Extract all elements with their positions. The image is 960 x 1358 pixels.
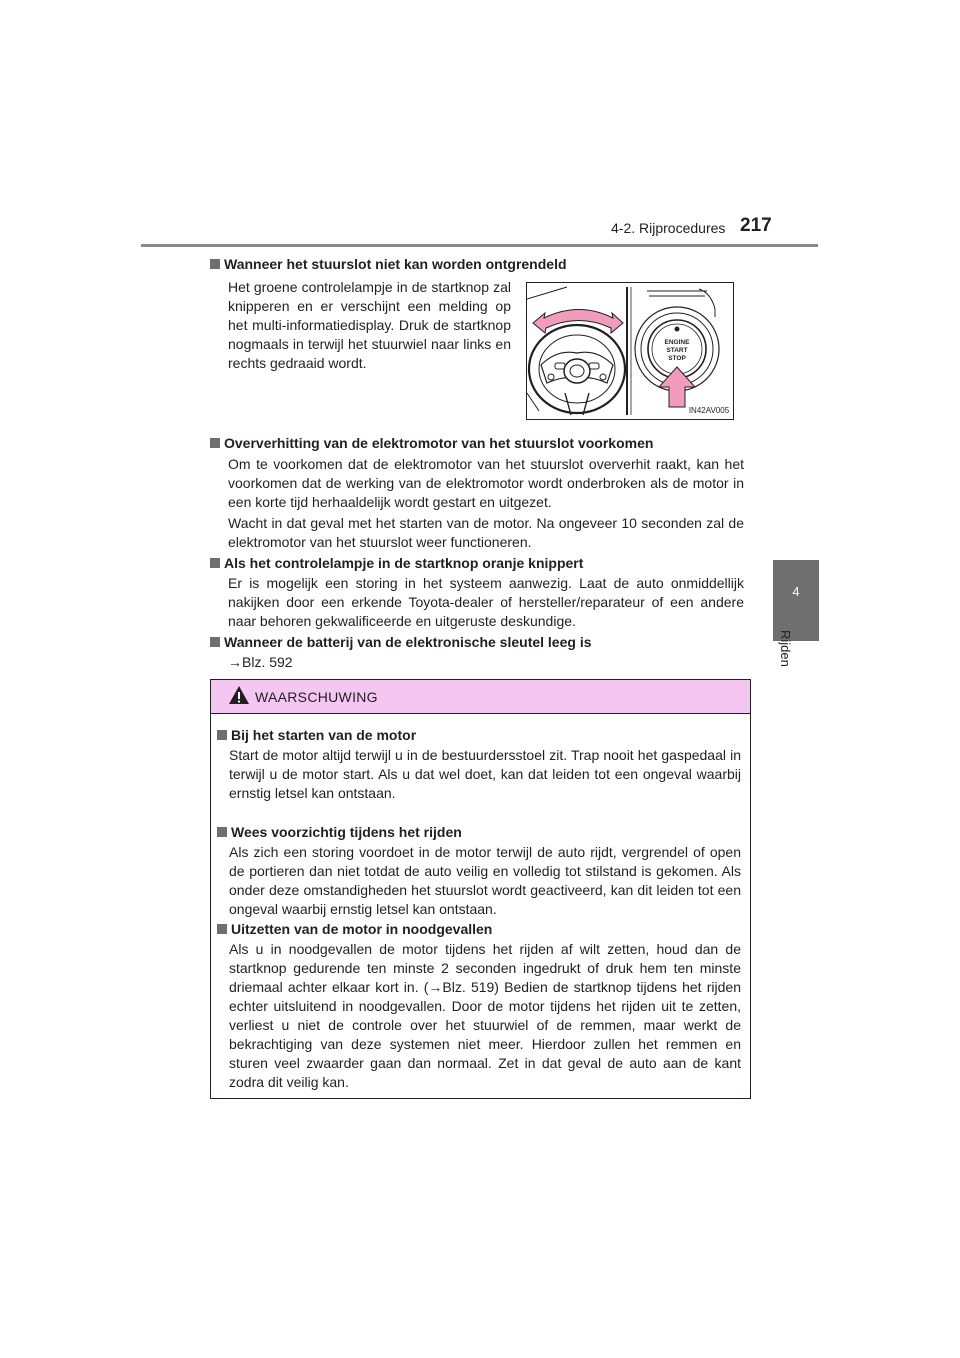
square-bullet-icon [210,558,220,568]
warning-item-heading: Wees voorzichtig tijdens het rijden [217,823,462,841]
square-bullet-icon [217,827,227,837]
section-heading: Als het controlelampje in de startknop oranje knippert [210,554,583,572]
warning-item-heading: Bij het starten van de motor [217,726,416,744]
chapter-number: 4 [792,584,800,599]
warning-header [211,680,750,714]
chapter-label: Rijden [778,630,793,667]
dashboard-line [527,287,567,299]
section-paragraph: Er is mogelijk een storing in het systeem aanwezig. Laat de auto onmiddellijk nakijken door een erkende Toyota-dealer of hersteller/reparateur of een andere naar behoren gekwalificeerde en uitgeruste deskundige. [228,575,744,629]
section-heading: Oververhitting van de elektromotor van het stuurslot voorkomen [210,434,653,452]
section-paragraph: Het groene controlelampje in de startknop zal knipperen en er verschijnt een melding op het multi-informatiedisplay. Druk de startknop nogmaals in terwijl het stuurwiel naar links en rechts gedraaid wordt. [228,279,511,371]
warning-item-text: Als zich een storing voordoet in de motor terwijl de auto rijdt, vergrendel of open de portieren dan niet totdat de auto veilig en volledig tot stilstand is gekomen. Als onder deze omstandigheden het stuurslot wordt geactiveerd, kan dit leiden tot een ongeval waarbij ernstig letsel kan ontstaan. [229,844,741,917]
section-paragraph: Wacht in dat geval met het starten van de motor. Na ongeveer 10 seconden zal de elektromotor van het stuurslot weer functioneren. [228,515,744,550]
section-title: 4-2. Rijprocedures [611,220,726,236]
square-bullet-icon [217,730,227,740]
warning-box [210,679,751,1099]
figure-code: IN42AV005 [688,406,730,415]
warning-item-text: Als u in noodgevallen de motor tijdens het rijden af wilt zetten, houd dan de startknop gedurende ten minste 2 seconden ingedrukt of druk hem ten minste driemaal achter elkaar kort in. (→Blz. 519) Bedien de startknop tijdens het rijden echter uitsluitend in noodgevallen. Door de motor tijdens het rijden uit te zetten, verliest u niet de controle over het stuurwiel of de remmen, maar werkt de bekrachtiging van deze systemen niet meer. Hierdoor zullen het remmen en sturen veel zwaarder gaan dan normaal. Zet in dat geval de auto aan de kant zodra dit veilig kan. [229,941,741,1090]
chapter-label-container [767,630,823,680]
cross-reference-link: →Blz. 592 [228,654,293,670]
button-label-stop: STOP [668,355,686,362]
warning-item-text: Start de motor altijd terwijl u in de bestuurdersstoel zit. Trap nooit het gaspedaal in terwijl u de motor start. Als u dat wel doet, kan dat leiden tot een ongeval waarbij ernstig letsel kan ontstaan. [229,747,741,801]
section-heading: Wanneer het stuurslot niet kan worden ontgrendeld [210,255,567,273]
page-number: 217 [740,215,772,236]
square-bullet-icon [210,438,220,448]
steering-wheel-icon [527,325,625,415]
rotation-arrow-icon [533,310,623,334]
chapter-tab [773,560,819,641]
warning-triangle-icon [228,685,250,705]
square-bullet-icon [210,637,220,647]
button-label-engine: ENGINE [664,339,690,346]
steering-start-button-illustration [526,282,734,420]
square-bullet-icon [217,924,227,934]
warning-title: WAARSCHUWING [255,689,378,705]
square-bullet-icon [210,259,220,269]
section-heading: Wanneer de batterij van de elektronische sleutel leeg is [210,633,592,651]
warning-item-heading: Uitzetten van de motor in noodgevallen [217,920,492,938]
section-paragraph: Om te voorkomen dat de elektromotor van het stuurslot oververhit raakt, kan het voorkomen dat de werking van de elektromotor wordt onderbroken als de motor in een korte tijd herhaaldelijk wordt gestart en uitgezet. [228,456,744,510]
header-divider [141,244,818,247]
button-label-start: START [666,347,688,354]
